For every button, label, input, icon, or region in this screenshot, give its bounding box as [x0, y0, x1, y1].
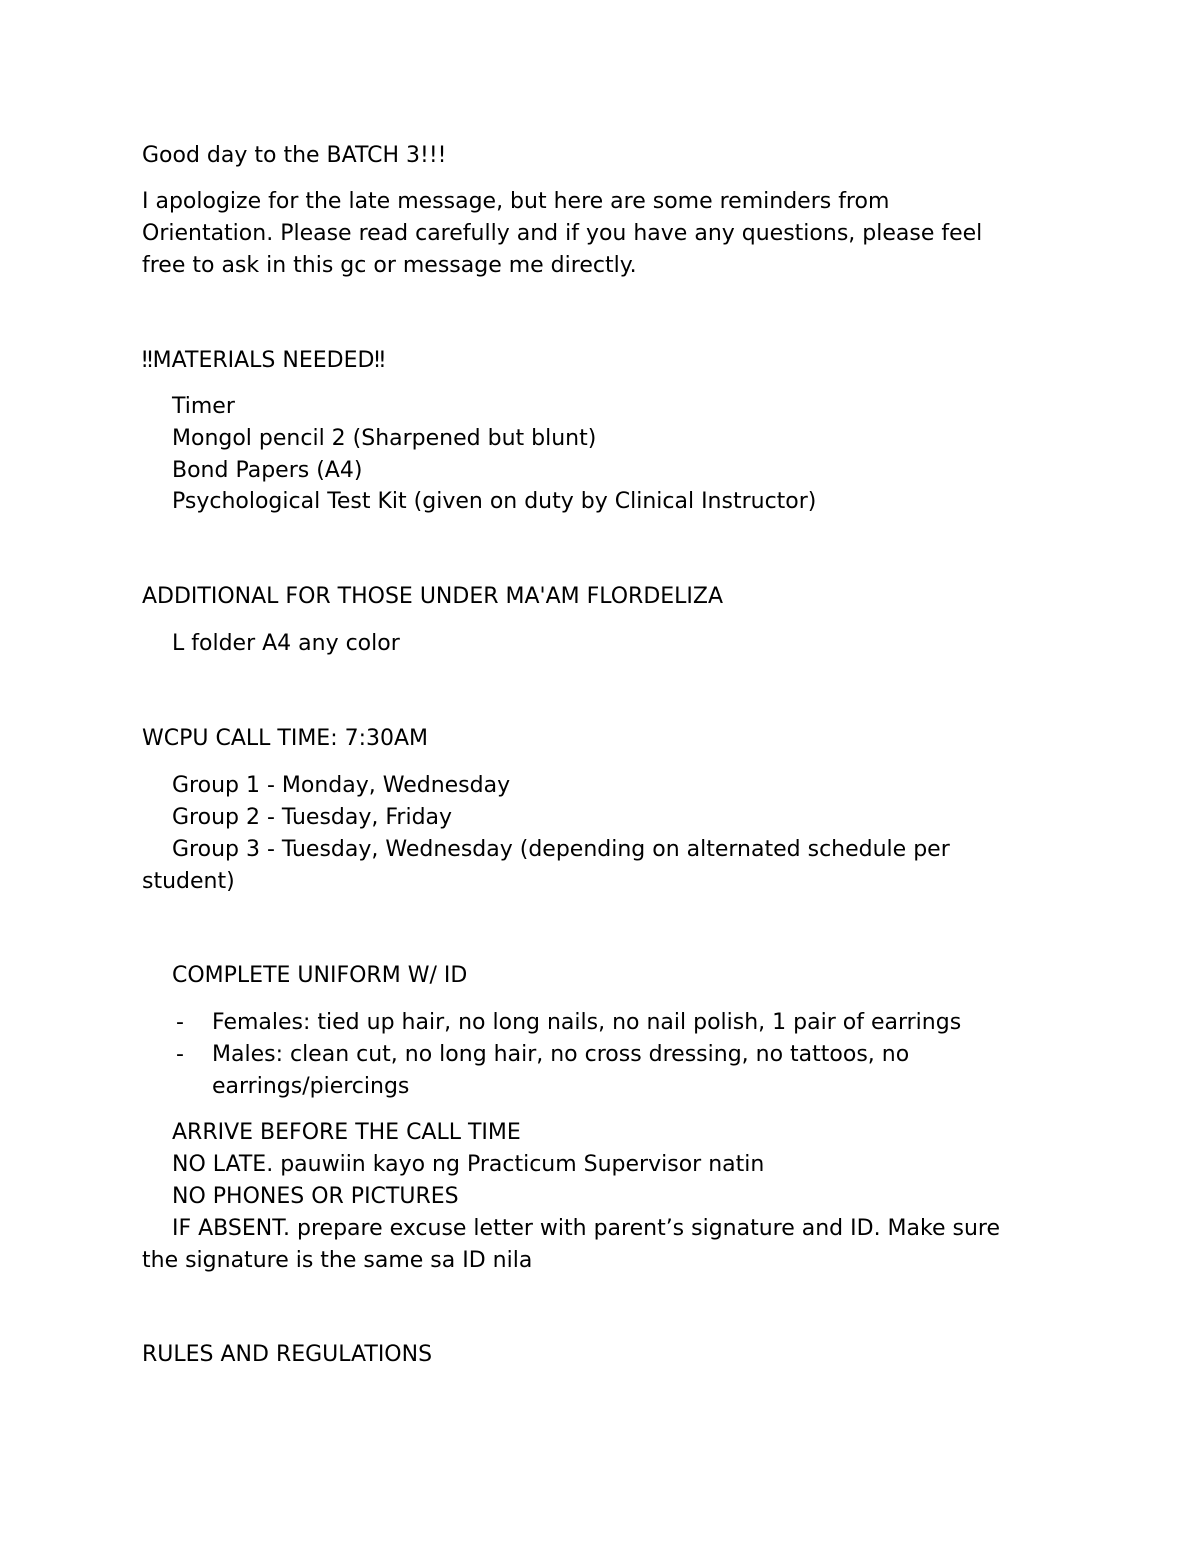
- bullet-dash-males: -: [176, 1042, 184, 1067]
- uniform-rule-males-line-2: earrings/piercings: [212, 1074, 410, 1099]
- intro-line-2: Orientation. Please read carefully and if you have any questions, please feel: [142, 221, 983, 246]
- reminder-absent-line-1: IF ABSENT. prepare excuse letter with parent’s signature and ID. Make sure: [172, 1216, 1001, 1241]
- call-time-heading: WCPU CALL TIME: 7:30AM: [142, 726, 429, 751]
- reminder-arrive: ARRIVE BEFORE THE CALL TIME: [172, 1120, 521, 1145]
- reminder-no-phones: NO PHONES OR PICTURES: [172, 1184, 459, 1209]
- materials-item-pencil: Mongol pencil 2 (Sharpened but blunt): [172, 426, 597, 451]
- uniform-rule-females: Females: tied up hair, no long nails, no nail polish, 1 pair of earrings: [212, 1010, 962, 1035]
- greeting: Good day to the BATCH 3!!!: [142, 143, 447, 168]
- uniform-heading: COMPLETE UNIFORM W/ ID: [172, 963, 468, 988]
- materials-heading: ‼MATERIALS NEEDED‼: [142, 348, 386, 373]
- intro-line-3: free to ask in this gc or message me directly.: [142, 253, 637, 278]
- additional-item-folder: L folder A4 any color: [172, 631, 400, 656]
- group-3-schedule-line-1: Group 3 - Tuesday, Wednesday (depending on alternated schedule per: [172, 837, 950, 862]
- group-1-schedule: Group 1 - Monday, Wednesday: [172, 773, 511, 798]
- intro-line-1: I apologize for the late message, but here are some reminders from: [142, 189, 890, 214]
- group-2-schedule: Group 2 - Tuesday, Friday: [172, 805, 453, 830]
- materials-item-bond-papers: Bond Papers (A4): [172, 458, 363, 483]
- additional-heading: ADDITIONAL FOR THOSE UNDER MA'AM FLORDELIZA: [142, 584, 724, 609]
- bullet-dash-females: -: [176, 1010, 184, 1035]
- materials-item-timer: Timer: [172, 394, 235, 419]
- rules-heading: RULES AND REGULATIONS: [142, 1342, 433, 1367]
- uniform-rule-males-line-1: Males: clean cut, no long hair, no cross dressing, no tattoos, no: [212, 1042, 910, 1067]
- group-3-schedule-line-2: student): [142, 869, 235, 894]
- materials-item-test-kit: Psychological Test Kit (given on duty by Clinical Instructor): [172, 489, 817, 514]
- reminder-absent-line-2: the signature is the same sa ID nila: [142, 1248, 533, 1273]
- reminder-no-late: NO LATE. pauwiin kayo ng Practicum Supervisor natin: [172, 1152, 765, 1177]
